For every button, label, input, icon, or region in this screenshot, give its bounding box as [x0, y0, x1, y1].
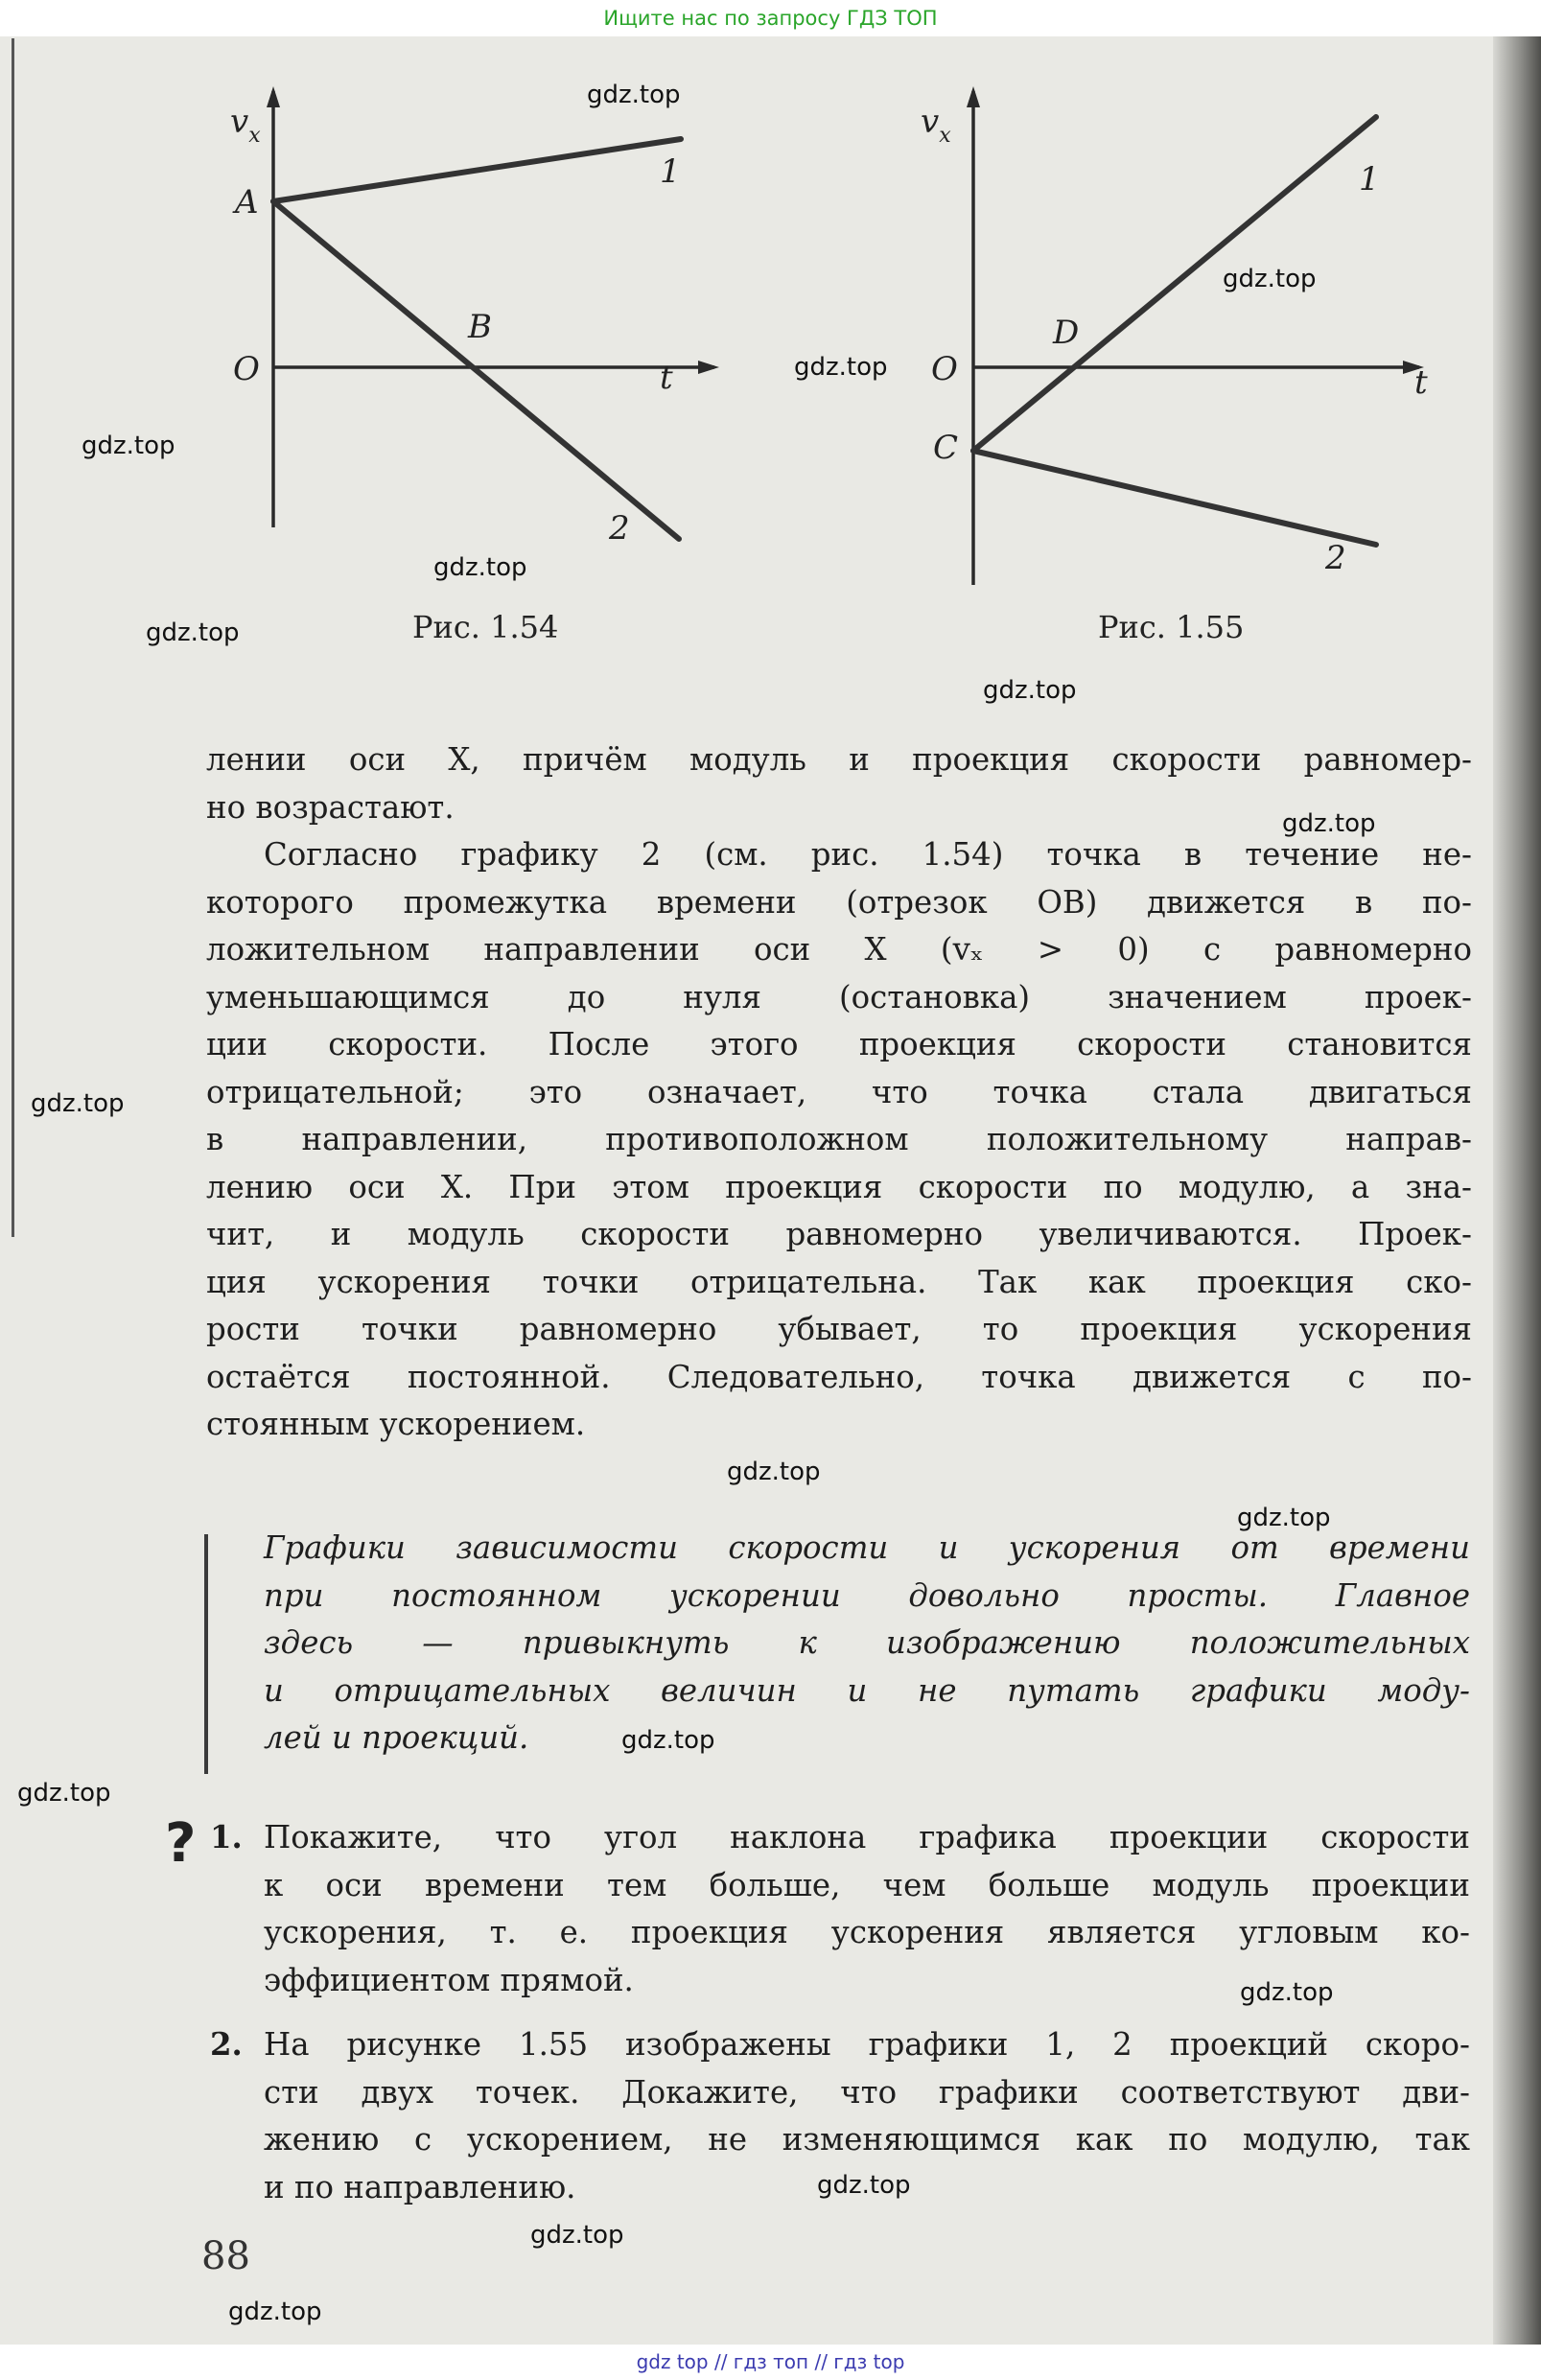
fig155-line-2-label: 2	[1325, 539, 1346, 577]
watermark: gdz.top	[817, 2171, 911, 2200]
question-number: 2.	[210, 2026, 243, 2063]
fig154-point-b: B	[468, 308, 492, 346]
watermark: gdz.top	[228, 2298, 322, 2326]
fig155-caption: Рис. 1.55	[1098, 609, 1245, 645]
body-paragraph-2	[206, 831, 1472, 1449]
text-line: рости точки равномерно убывает, то проекция ускорения	[206, 1311, 1472, 1347]
text-line: остаётся постоянной. Следовательно, точка движется с по-	[206, 1358, 1472, 1395]
question-mark-icon: ?	[165, 1812, 197, 1875]
note-side-bar	[204, 1534, 208, 1774]
watermark: gdz.top	[727, 1458, 821, 1486]
question-number: 1.	[210, 1819, 243, 1855]
note-line: и отрицательных величин и не путать графики моду-	[264, 1671, 1470, 1709]
note-line: Графики зависимости скорости и ускорения от времени	[264, 1529, 1470, 1566]
question-line: сти двух точек. Докажите, что графики соответствуют дви-	[264, 2073, 1470, 2111]
text-line: отрицательной; это означает, что точка стала двигаться	[206, 1073, 1472, 1110]
fig154-origin: O	[233, 350, 260, 388]
watermark: gdz.top	[621, 1726, 715, 1755]
fig155-y-arrow	[967, 86, 980, 107]
question-line: эффициентом прямой.	[264, 1961, 634, 1998]
watermark: gdz.top	[31, 1089, 125, 1118]
watermark: gdz.top	[146, 618, 240, 647]
text-line: ции скорости. После этого проекция скорости становится	[206, 1026, 1472, 1062]
fig155-axis-t-label: t	[1414, 363, 1428, 402]
bottom-banner[interactable]	[0, 2345, 1541, 2380]
fig154-line-2	[273, 201, 679, 539]
question-line: к оси времени тем больше, чем больше модуль проекции	[264, 1866, 1470, 1903]
figure-1-55	[921, 86, 1443, 662]
italic-note	[264, 1525, 1470, 1762]
search-hint-link[interactable]: Ищите нас по запросу ГДЗ ТОП	[603, 7, 938, 30]
top-banner[interactable]	[0, 0, 1541, 36]
fig154-point-a: A	[235, 183, 259, 222]
text-line: уменьшающимся до нуля (остановка) значением проек-	[206, 978, 1472, 1015]
text-line: ция ускорения точки отрицательна. Так как проекция ско-	[206, 1263, 1472, 1300]
text-line: лении оси X, причём модуль и проекция скорости равномер-	[206, 741, 1472, 778]
watermark: gdz.top	[1282, 809, 1376, 838]
watermark: gdz.top	[530, 2221, 624, 2250]
question-line: жению с ускорением, не изменяющимся как по модулю, так	[264, 2121, 1470, 2158]
footer-links[interactable]: gdz top // гдз топ // гдз top	[636, 2350, 905, 2373]
page-binding-shadow	[1493, 0, 1541, 2380]
watermark: gdz.top	[1223, 265, 1317, 293]
fig154-line-1	[273, 139, 681, 201]
question-line: ускорения, т. е. проекция ускорения является угловым ко-	[264, 1914, 1470, 1950]
fig154-caption: Рис. 1.54	[412, 609, 559, 645]
fig154-x-arrow	[698, 361, 719, 374]
page-number: 88	[201, 2234, 250, 2278]
watermark: gdz.top	[587, 81, 681, 109]
question-line: Покажите, что угол наклона графика проекции скорости	[264, 1819, 1470, 1855]
question-line: На рисунке 1.55 изображены графики 1, 2 проекций скоро-	[264, 2026, 1470, 2063]
text-line: но возрастают.	[206, 788, 455, 826]
fig155-point-d: D	[1053, 314, 1080, 352]
watermark: gdz.top	[794, 353, 888, 382]
fig155-origin: O	[931, 350, 958, 388]
watermark: gdz.top	[17, 1779, 111, 1808]
note-line: лей и проекций.	[264, 1719, 529, 1756]
watermark: gdz.top	[1237, 1504, 1331, 1532]
question-line: и по направлению.	[264, 2168, 576, 2205]
fig155-line-1-label: 1	[1359, 160, 1380, 198]
text-line: которого промежутка времени (отрезок OB) движется в по-	[206, 883, 1472, 921]
question-1	[210, 1814, 1470, 2004]
fig154-line-1-label: 1	[660, 152, 681, 191]
note-line: здесь — привыкнуть к изображению положительных	[264, 1624, 1470, 1661]
text-line: в направлении, противоположном положительному направ-	[206, 1121, 1472, 1157]
text-line: стоянным ускорением.	[206, 1406, 586, 1442]
fig155-point-c: C	[933, 429, 959, 467]
text-line: лению оси X. При этом проекция скорости по модулю, а зна-	[206, 1168, 1472, 1205]
text-line: ложительном направлении оси X (vₓ > 0) с равномерно	[206, 931, 1472, 968]
text-line: Согласно графику 2 (см. рис. 1.54) точка в течение не-	[264, 836, 1472, 873]
fig154-y-arrow	[267, 86, 280, 107]
text-line: чит, и модуль скорости равномерно увеличиваются. Проек-	[206, 1216, 1472, 1252]
watermark: gdz.top	[433, 553, 527, 582]
fig154-axis-t-label: t	[660, 359, 673, 397]
scan-left-border	[12, 38, 14, 1237]
fig154-axis-y-label: $v_x$	[230, 103, 261, 148]
fig154-line-2-label: 2	[609, 509, 630, 548]
watermark: gdz.top	[1240, 1978, 1334, 2007]
watermark: gdz.top	[983, 676, 1077, 705]
watermark: gdz.top	[82, 432, 175, 460]
fig155-line-2	[973, 451, 1376, 545]
note-line: при постоянном ускорении довольно просты. Главное	[264, 1576, 1470, 1614]
fig155-axis-y-label: $v_x$	[921, 103, 951, 148]
